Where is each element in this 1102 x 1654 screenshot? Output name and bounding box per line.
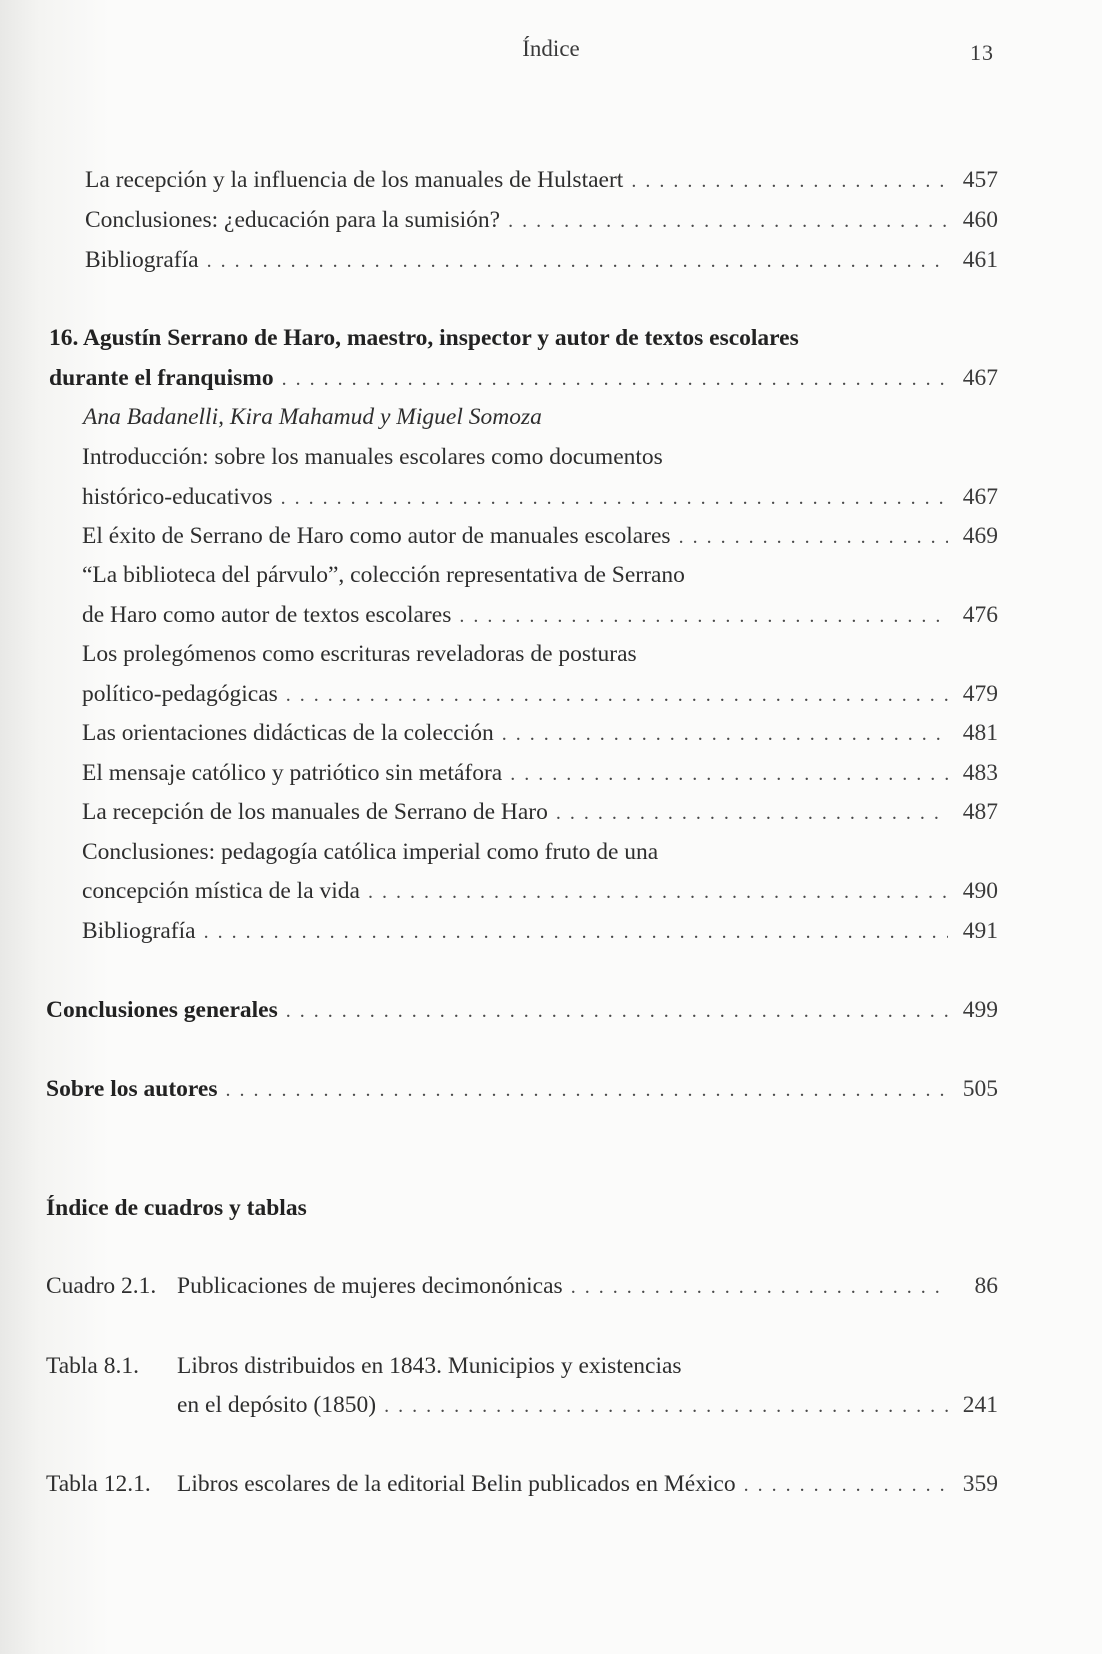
toc-entry: El éxito de Serrano de Haro como autor de manuales escolares . . . 469 bbox=[0, 518, 1102, 554]
running-header bbox=[0, 36, 1102, 70]
section-heading: Índice de cuadros y tablas bbox=[46, 1195, 307, 1221]
entry-page: 467 bbox=[962, 365, 998, 391]
dot-leader bbox=[225, 1072, 948, 1108]
table-entry: Tabla 12.1. Libros escolares de la editorial Belin publicados en México . . . 359 bbox=[0, 1466, 1102, 1502]
entry-page: 499 bbox=[962, 997, 998, 1023]
chapter-title-cont: durante el franquismo . . . 467 bbox=[0, 360, 1102, 396]
table-entry: Cuadro 2.1. Publicaciones de mujeres decimonónicas . . . 86 bbox=[0, 1268, 1102, 1304]
entry-page: 476 bbox=[962, 602, 998, 628]
dot-leader bbox=[384, 1388, 948, 1424]
entry-page: 241 bbox=[962, 1392, 998, 1418]
chapter-title: 16. Agustín Serrano de Haro, maestro, inspector y autor de textos escolares bbox=[49, 325, 799, 351]
entry-page: 483 bbox=[962, 760, 998, 786]
entry-page: 481 bbox=[962, 720, 998, 746]
entry-page: 461 bbox=[962, 247, 998, 273]
dot-leader bbox=[286, 993, 948, 1029]
entry-page: 460 bbox=[962, 207, 998, 233]
entry-page: 86 bbox=[974, 1273, 998, 1299]
entry-page: 505 bbox=[962, 1076, 998, 1102]
toc-entry: de Haro como autor de textos escolares . . . 476 bbox=[0, 597, 1102, 633]
toc-entry: El mensaje católico y patriótico sin metáfora . . . 483 bbox=[0, 755, 1102, 791]
page-number: 13 bbox=[970, 40, 994, 65]
chapter-authors: Ana Badanelli, Kira Mahamud y Miguel Somoza bbox=[83, 404, 542, 430]
toc-entry: La recepción y la influencia de los manuales de Hulstaert . . . 457 bbox=[0, 162, 1102, 198]
toc-entry: Conclusiones: ¿educación para la sumisión? . . . 460 bbox=[0, 202, 1102, 238]
dot-leader bbox=[281, 480, 948, 516]
toc-entry: La recepción de los manuales de Serrano de Haro . . . 487 bbox=[0, 794, 1102, 830]
dot-leader bbox=[508, 203, 948, 239]
toc-entry: Bibliografía . . . 491 bbox=[0, 913, 1102, 949]
entry-page: 467 bbox=[962, 484, 998, 510]
toc-entry: político-pedagógicas . . . 479 bbox=[0, 676, 1102, 712]
entry-page: 490 bbox=[962, 878, 998, 904]
dot-leader bbox=[459, 598, 948, 634]
toc-entry-line1: Introducción: sobre los manuales escolares como documentos bbox=[82, 444, 663, 470]
dot-leader bbox=[204, 914, 948, 950]
toc-entry: concepción mística de la vida . . . 490 bbox=[0, 873, 1102, 909]
dot-leader bbox=[556, 795, 948, 831]
dot-leader bbox=[286, 677, 948, 713]
table-label: Tabla 8.1. bbox=[46, 1353, 139, 1379]
dot-leader bbox=[571, 1269, 948, 1305]
toc-entry: Bibliografía . . . 461 bbox=[0, 242, 1102, 278]
dot-leader bbox=[679, 519, 948, 555]
dot-leader bbox=[368, 874, 948, 910]
dot-leader bbox=[282, 361, 948, 397]
toc-entry-line1: “La biblioteca del párvulo”, colección representativa de Serrano bbox=[82, 562, 685, 588]
dot-leader bbox=[510, 756, 948, 792]
table-label: Tabla 12.1. bbox=[46, 1471, 151, 1497]
entry-page: 491 bbox=[962, 918, 998, 944]
table-entry-line1: Tabla 8.1. Libros distribuidos en 1843. Municipios y existencias bbox=[0, 1348, 1102, 1384]
entry-page: 479 bbox=[962, 681, 998, 707]
table-label: Cuadro 2.1. bbox=[46, 1273, 157, 1299]
entry-page: 469 bbox=[962, 523, 998, 549]
running-title: Índice bbox=[522, 36, 580, 61]
dot-leader bbox=[744, 1467, 948, 1503]
toc-entry: histórico-educativos . . . 467 bbox=[0, 479, 1102, 515]
dot-leader bbox=[502, 716, 948, 752]
toc-entry-line1: Conclusiones: pedagogía católica imperial como fruto de una bbox=[82, 839, 659, 865]
toc-entry: Sobre los autores . . . 505 bbox=[0, 1071, 1102, 1107]
dot-leader bbox=[207, 243, 948, 279]
toc-entry: Conclusiones generales . . . 499 bbox=[0, 992, 1102, 1028]
entry-page: 487 bbox=[962, 799, 998, 825]
entry-page: 457 bbox=[962, 167, 998, 193]
toc-entry-line1: Los prolegómenos como escrituras reveladoras de posturas bbox=[82, 641, 637, 667]
dot-leader bbox=[631, 163, 948, 199]
table-entry: en el depósito (1850) . . . 241 bbox=[0, 1387, 1102, 1423]
toc-entry: Las orientaciones didácticas de la colección . . . 481 bbox=[0, 715, 1102, 751]
entry-page: 359 bbox=[962, 1471, 998, 1497]
